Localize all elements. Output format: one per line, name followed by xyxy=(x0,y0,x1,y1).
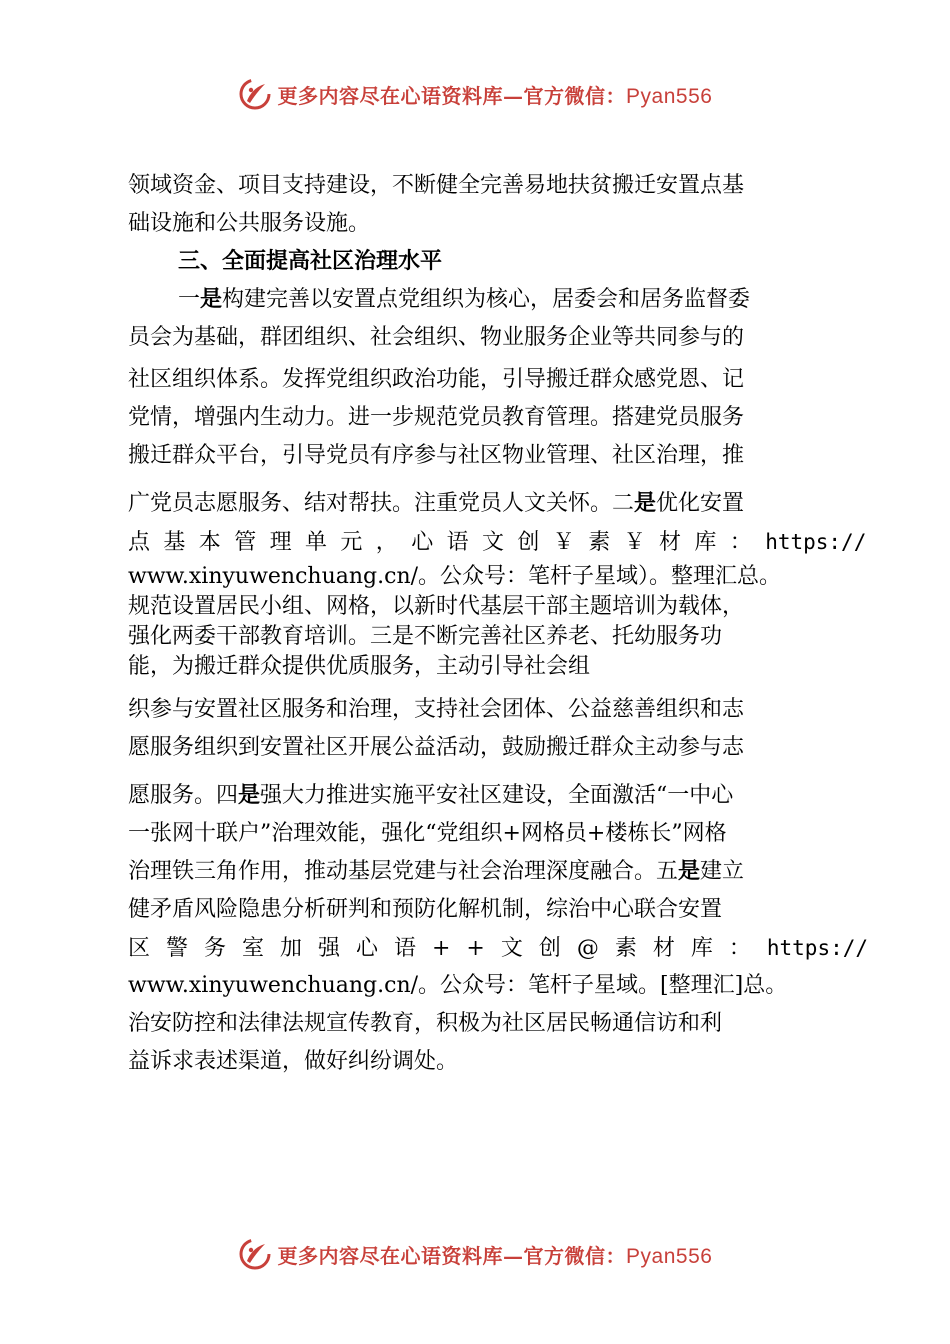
paragraph-line: 一是构建完善以安置点党组织为核心，居委会和居务监督委 xyxy=(178,287,751,312)
footer-banner xyxy=(0,1234,950,1274)
paragraph-line: 治安防控和法律法规宣传教育，积极为社区居民畅通信访和利 xyxy=(128,1011,723,1036)
paragraph-line: 愿服务。四是强大力推进实施平安社区建设，全面激活“一中心 xyxy=(128,783,734,808)
paragraph-line: 益诉求表述渠道，做好纠纷调处。 xyxy=(128,1049,459,1074)
section-heading: 三、全面提高社区治理水平 xyxy=(178,249,443,274)
paragraph-line: www.xinyuwenchuang.cn/。公众号：笔杆子星域）。整理汇总。 xyxy=(128,564,782,589)
paragraph-line: 能，为搬迁群众提供优质服务，主动引导社会组 xyxy=(128,654,591,679)
paragraph-line: 织参与安置社区服务和治理，支持社会团体、公益慈善组织和志 xyxy=(128,697,745,722)
banner-text: 更多内容尽在心语资料库—官方微信：Pyan556 xyxy=(277,1243,713,1268)
brush-logo-icon xyxy=(238,1237,272,1271)
paragraph-line: www.xinyuwenchuang.cn/。公众号：笔杆子星域。[整理汇]总。 xyxy=(128,973,788,998)
paragraph-line: 领域资金、项目支持建设，不断健全完善易地扶贫搬迁安置点基 xyxy=(128,173,745,198)
paragraph-line: 员会为基础，群团组织、社会组织、物业服务企业等共同参与的 xyxy=(128,325,745,350)
paragraph-line: 一张网十联户”治理效能，强化“党组织+网格员+楼栋长”网格 xyxy=(128,821,727,846)
wechat-handle: Pyan556 xyxy=(626,1244,713,1268)
paragraph-line: 党情，增强内生动力。进一步规范党员教育管理。搭建党员服务 xyxy=(128,405,745,430)
header-banner xyxy=(0,74,950,114)
paragraph-line: 治理铁三角作用，推动基层党建与社会治理深度融合。五是建立 xyxy=(128,859,745,884)
paragraph-line: 强化两委干部教育培训。三是不断完善社区养老、托幼服务功 xyxy=(128,624,723,649)
brush-logo-icon xyxy=(238,77,272,111)
paragraph-line: 健矛盾风险隐患分析研判和预防化解机制，综治中心联合安置 xyxy=(128,897,723,922)
paragraph-line: 规范设置居民小组、网格，以新时代基层干部主题培训为载体， xyxy=(128,594,745,619)
wechat-handle: Pyan556 xyxy=(626,84,713,108)
banner-text: 更多内容尽在心语资料库—官方微信：Pyan556 xyxy=(277,83,713,108)
document-body xyxy=(128,168,869,1082)
paragraph-line: 点基本管理单元，心语文创￥素￥材库：https:// xyxy=(128,530,867,555)
paragraph-line: 社区组织体系。发挥党组织政治功能，引导搬迁群众感党恩、记 xyxy=(128,367,745,392)
paragraph-line: 搬迁群众平台，引导党员有序参与社区物业管理、社区治理，推 xyxy=(128,443,745,468)
paragraph-line: 广党员志愿服务、结对帮扶。注重党员人文关怀。二是优化安置 xyxy=(128,491,745,516)
paragraph-line: 础设施和公共服务设施。 xyxy=(128,211,371,236)
paragraph-line: 愿服务组织到安置社区开展公益活动，鼓励搬迁群众主动参与志 xyxy=(128,735,745,760)
paragraph-line: 区警务室加强心语++文创@素材库：https:// xyxy=(128,936,869,961)
